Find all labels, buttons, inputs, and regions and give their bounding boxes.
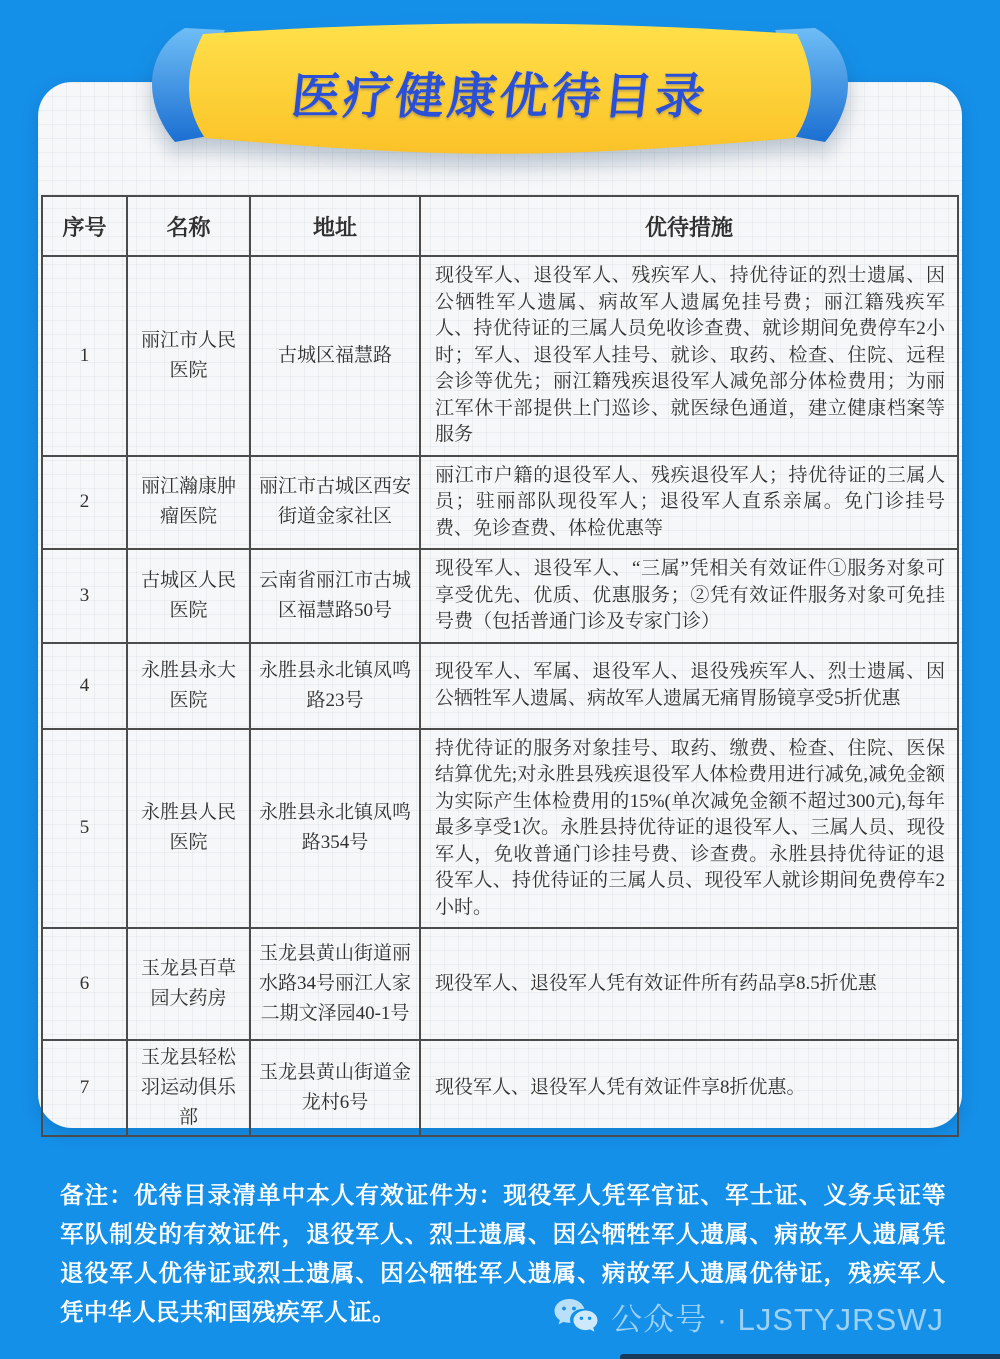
cell-name: 玉龙县百草园大药房: [127, 928, 250, 1040]
cell-address: 丽江市古城区西安街道金家社区: [250, 456, 420, 550]
cell-measures: 现役军人、退役军人、“三属”凭相关有效证件①服务对象可享受优先、优质、优惠服务；②凭有效证件服务对象可免挂号费（包括普通门诊及专家门诊）: [420, 549, 958, 643]
cell-measures: 现役军人、退役军人凭有效证件享8折优惠。: [420, 1040, 958, 1136]
cell-name: 永胜县永大医院: [127, 643, 250, 729]
cell-address: 玉龙县黄山街道金龙村6号: [250, 1040, 420, 1136]
cell-name: 丽江瀚康肿瘤医院: [127, 456, 250, 550]
content-card: [38, 82, 962, 1128]
header-name: 名称: [127, 196, 250, 256]
table-row: [42, 643, 958, 729]
table-header-row: [42, 196, 958, 256]
table-body: [42, 256, 958, 1136]
cell-serial: 1: [42, 256, 127, 456]
cell-serial: 7: [42, 1040, 127, 1136]
cell-name: 丽江市人民医院: [127, 256, 250, 456]
cell-name: 古城区人民医院: [127, 549, 250, 643]
cell-address: 云南省丽江市古城区福慧路50号: [250, 549, 420, 643]
page-title: 医疗健康优待目录: [288, 70, 711, 124]
preferential-table: [41, 195, 959, 1137]
cell-measures: 丽江市户籍的退役军人、残疾退役军人；持优待证的三属人员；驻丽部队现役军人；退役军人直系亲属。免门诊挂号费、免诊查费、体检优惠等: [420, 456, 958, 550]
table-row: [42, 549, 958, 643]
table-row: [42, 729, 958, 929]
cell-name: 玉龙县轻松羽运动俱乐部: [127, 1040, 250, 1136]
note-text: 备注：优待目录清单中本人有效证件为：现役军人凭军官证、军士证、义务兵证等军队制发的有效证件，退役军人、烈士遗属、因公牺牲军人遗属、病故军人遗属凭退役军人优待证或烈士遗属、因公牺牲军人遗属、病故军人遗属优待证，残疾军人凭中华人民共和国残疾军人证。: [60, 1182, 946, 1325]
cell-measures: 现役军人、退役军人凭有效证件所有药品享8.5折优惠: [420, 928, 958, 1040]
cell-measures: 现役军人、退役军人、残疾军人、持优待证的烈士遗属、因公牺牲军人遗属、病故军人遗属免挂号费；丽江籍残疾军人、持优待证的三属人员免收诊查费、就诊期间免费停车2小时；军人、退役军人挂号、就诊、取药、检查、住院、远程会诊等优先；丽江籍残疾退役军人减免部分体检费用；为丽江军休干部提供上门巡诊、就医绿色通道，建立健康档案等服务: [420, 256, 958, 456]
header-address: 地址: [250, 196, 420, 256]
table-row: [42, 256, 958, 456]
table-row: [42, 1040, 958, 1136]
cell-name: 永胜县人民医院: [127, 729, 250, 929]
cell-measures: 现役军人、军属、退役军人、退役残疾军人、烈士遗属、因公牺牲军人遗属、病故军人遗属无痛胃肠镜享受5折优惠: [420, 643, 958, 729]
public-account-footer: [553, 1294, 944, 1339]
cell-measures: 持优待证的服务对象挂号、取药、缴费、检查、住院、医保结算优先;对永胜县残疾退役军人体检费用进行减免,减免金额为实际产生体检费用的15%(单次减免金额不超过300元),每年最多享受1次。永胜县持优待证的退役军人、三属人员、现役军人，免收普通门诊挂号费、诊查费。永胜县持优待证的退役军人、持优待证的三属人员、现役军人就诊期间免费停车2小时。: [420, 729, 958, 929]
wechat-icon: [553, 1297, 599, 1337]
cell-address: 永胜县永北镇凤鸣路354号: [250, 729, 420, 929]
cell-serial: 4: [42, 643, 127, 729]
footer-account-label: 公众号 · LJSTYJRSWJ: [611, 1302, 944, 1337]
cell-address: 玉龙县黄山街道丽水路34号丽江人家二期文泽园40-1号: [250, 928, 420, 1040]
preferential-table-wrap: [41, 195, 959, 1137]
title-banner: [115, 16, 885, 166]
cell-serial: 2: [42, 456, 127, 550]
header-serial: 序号: [42, 196, 127, 256]
header-measures: 优待措施: [420, 196, 958, 256]
bottom-edge-bar: [620, 1354, 1000, 1359]
cell-address: 永胜县永北镇凤鸣路23号: [250, 643, 420, 729]
table-row: [42, 928, 958, 1040]
table-row: [42, 456, 958, 550]
cell-serial: 6: [42, 928, 127, 1040]
cell-address: 古城区福慧路: [250, 256, 420, 456]
cell-serial: 5: [42, 729, 127, 929]
cell-serial: 3: [42, 549, 127, 643]
